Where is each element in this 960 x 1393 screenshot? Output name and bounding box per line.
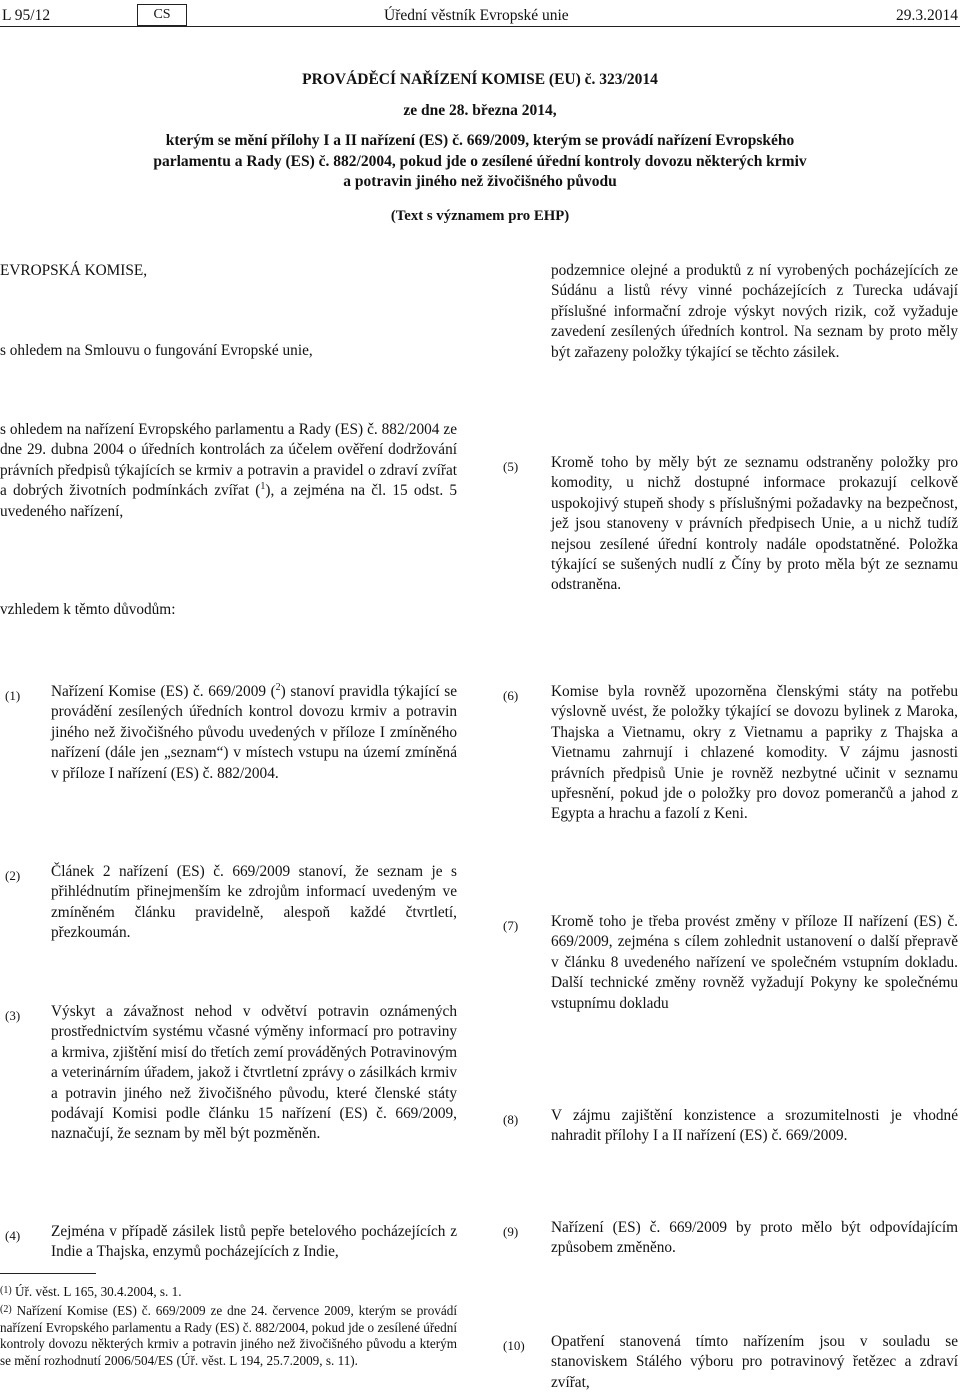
footnote-2: $^{(2)}$ Nařízení Komise (ES) č. 669/2009 ze dne 24. července 2009, kterým se provádí nařízení Evropského parlamentu a Rady (ES) č. 882/2004, pokud jde o zesílené úřední kontroly dovozu některých krmiv a potravin jiného než živočišného původu a kterým se mění rozhodnutí 2006/504/ES (Úř. věst. L 194, 25.7.2009, s. 11). [0, 1303, 457, 1368]
regulation-title [40, 70, 920, 193]
footnote-ref: 1 [260, 481, 266, 493]
eea-relevance: (Text s významem pro EHP) [390, 208, 570, 224]
recital-1: Nařízení Komise (ES) č. 669/2009 ($^2$) stanoví pravidla týkající se provádění zesílených úředních kontrol dovozu krmiv a potravin jiného než živočišného původu uvedených v příloze I zmíněného nařízení (dále jen „seznam“) v místech vstupu na území zmíněná v příloze I nařízení (ES) č. 882/2004. [51, 681, 457, 782]
title-line-4: parlamentu a Rady (ES) č. 882/2004, pokud jde o zesílené úřední kontroly dovozu některých krmiv [153, 152, 807, 170]
recital-number: (1) [5, 688, 21, 703]
footnote-ref: 2 [275, 681, 281, 693]
recital-number: (4) [5, 1228, 21, 1243]
recital-9: Nařízení (ES) č. 669/2009 by proto mělo být odpovídajícím způsobem změněno. [551, 1219, 958, 1257]
recital-number: (3) [5, 1008, 21, 1023]
recital-8: V zájmu zajištění konzistence a srozumitelnosti je vhodné nahradit přílohy I a II nařízení (ES) č. 669/2009. [551, 1107, 958, 1145]
treaty-clause: s ohledem na Smlouvu o fungování Evropské unie, [0, 342, 313, 359]
whereas-clause: vzhledem k těmto důvodům: [0, 601, 176, 618]
recital-number: (6) [503, 688, 519, 703]
page-header [2, 4, 958, 28]
recital-number: (9) [503, 1224, 519, 1239]
recital-number: (7) [503, 918, 519, 933]
title-date: ze dne 28. března 2014, [403, 101, 557, 119]
recital-number: (5) [503, 459, 519, 474]
recital-number: (10) [503, 1338, 525, 1353]
recital-2: Článek 2 nařízení (ES) č. 669/2009 stanoví, že seznam je s přihlédnutím přinejmenším ke zdrojům informací uvedeným ve zmíněném článku pravidelně, alespoň každé čtvrtletí, přezkoumán. [51, 863, 457, 942]
recital-5: Kromě toho by měly být ze seznamu odstraněny položky pro komodity, u nichž dostupné informace prokazují celkově uspokojivý stupeň shody s příslušnými požadavky na bezpečnost, jež jsou stanoveny v právních předpisech Unie, a u nichž tudíž nejsou zesílené úřední kontroly nadále opodstatněné. Položka týkající se sušených nudlí z Číny by proto měla být ze seznamu odstraněna. [551, 454, 958, 594]
recital-number: (2) [5, 868, 21, 883]
title-line-1: PROVÁDĚCÍ NAŘÍZENÍ KOMISE (EU) č. 323/2014 [302, 71, 658, 88]
language-badge: CS [137, 4, 187, 26]
commission-heading: EVROPSKÁ KOMISE, [0, 262, 148, 279]
recital-3: Výskyt a závažnost nehod v odvětví potravin oznámených prostřednictvím systému včasné výměny informací pro potraviny a krmiva, zjištění misí do třetích zemí prováděných Potravinovým a veterinárním úřadem, jakož i čtvrtletní zprávy o zásilkách krmiv a potravin jiného než živočišného původu, které členské státy podávají Komisi podle článku 15 nařízení (ES) č. 669/2009, naznačují, že seznam by měl být pozměněn. [51, 1003, 457, 1143]
header-divider [0, 26, 960, 27]
recital-4-continued: podzemnice olejné a produktů z ní vyrobených pocházejících ze Súdánu a listů révy vinné pocházejících z Turecka udávají příslušné informační zdroje výskyt nových rizik, což vyžaduje zavedení zesílených úředních kontrol. Na seznam by proto měly být zařazeny položky týkající se těchto zásilek. [551, 262, 958, 361]
title-line-3: kterým se mění přílohy I a II nařízení (ES) č. 669/2009, kterým se provádí nařízení Evropského [165, 132, 795, 149]
regulation-clause: s ohledem na nařízení Evropského parlamentu a Rady (ES) č. 882/2004 ze dne 29. dubna 2004 o úředních kontrolách za účelem ověření dodržování právních předpisů týkajících se krmiv a potravin a pravidel o zdraví zvířat a dobrých životních podmínkách zvířat ($^1$), a zejména na čl. 15 odst. 5 uvedeného nařízení, [0, 421, 457, 520]
title-line-5: a potravin jiného než živočišného původu [343, 173, 617, 190]
recital-10: Opatření stanovená tímto nařízením jsou v souladu se stanoviskem Stálého výboru pro potravinový řetězec a zdraví zvířat, [551, 1333, 958, 1391]
recital-number: (8) [503, 1112, 519, 1127]
recital-4: Zejména v případě zásilek listů pepře betelového pocházejících z Indie a Thajska, enzymů pocházejících z Indie, [51, 1223, 457, 1261]
publication-date: 29.3.2014 [896, 7, 958, 24]
recital-7: Kromě toho je třeba provést změny v příloze II nařízení (ES) č. 669/2009, zejména s cílem zohlednit ustanovení o další přepravě v článku 8 uvedeného nařízení ve společném vstupním dokladu. Další technické změny rovněž vyžadují Pokyny ke společnému vstupnímu dokladu [551, 913, 958, 1012]
footnote-1: $^{(1)}$ Úř. věst. L 165, 30.4.2004, s. 1. [0, 1284, 182, 1299]
footnote-divider [0, 1273, 96, 1274]
recital-6: Komise byla rovněž upozorněna členskými státy na potřebu výslovně uvést, že položky týkající se dovozu bylinek z Maroka, Thajska a Vietnamu, okry z Vietnamu a papriky z Thajska a Vietnamu zahrnují i chlazené komodity. V zájmu jasnosti právních předpisů Unie je rovněž nezbytné učinit v seznamu upřesnění, pokud jde o položky pro dovoz pomerančů a jahod z Egypta a hrachu a fazolí z Keni. [551, 683, 958, 823]
journal-title: Úřední věstník Evropské unie [384, 7, 569, 24]
page-reference: L 95/12 [2, 7, 51, 24]
